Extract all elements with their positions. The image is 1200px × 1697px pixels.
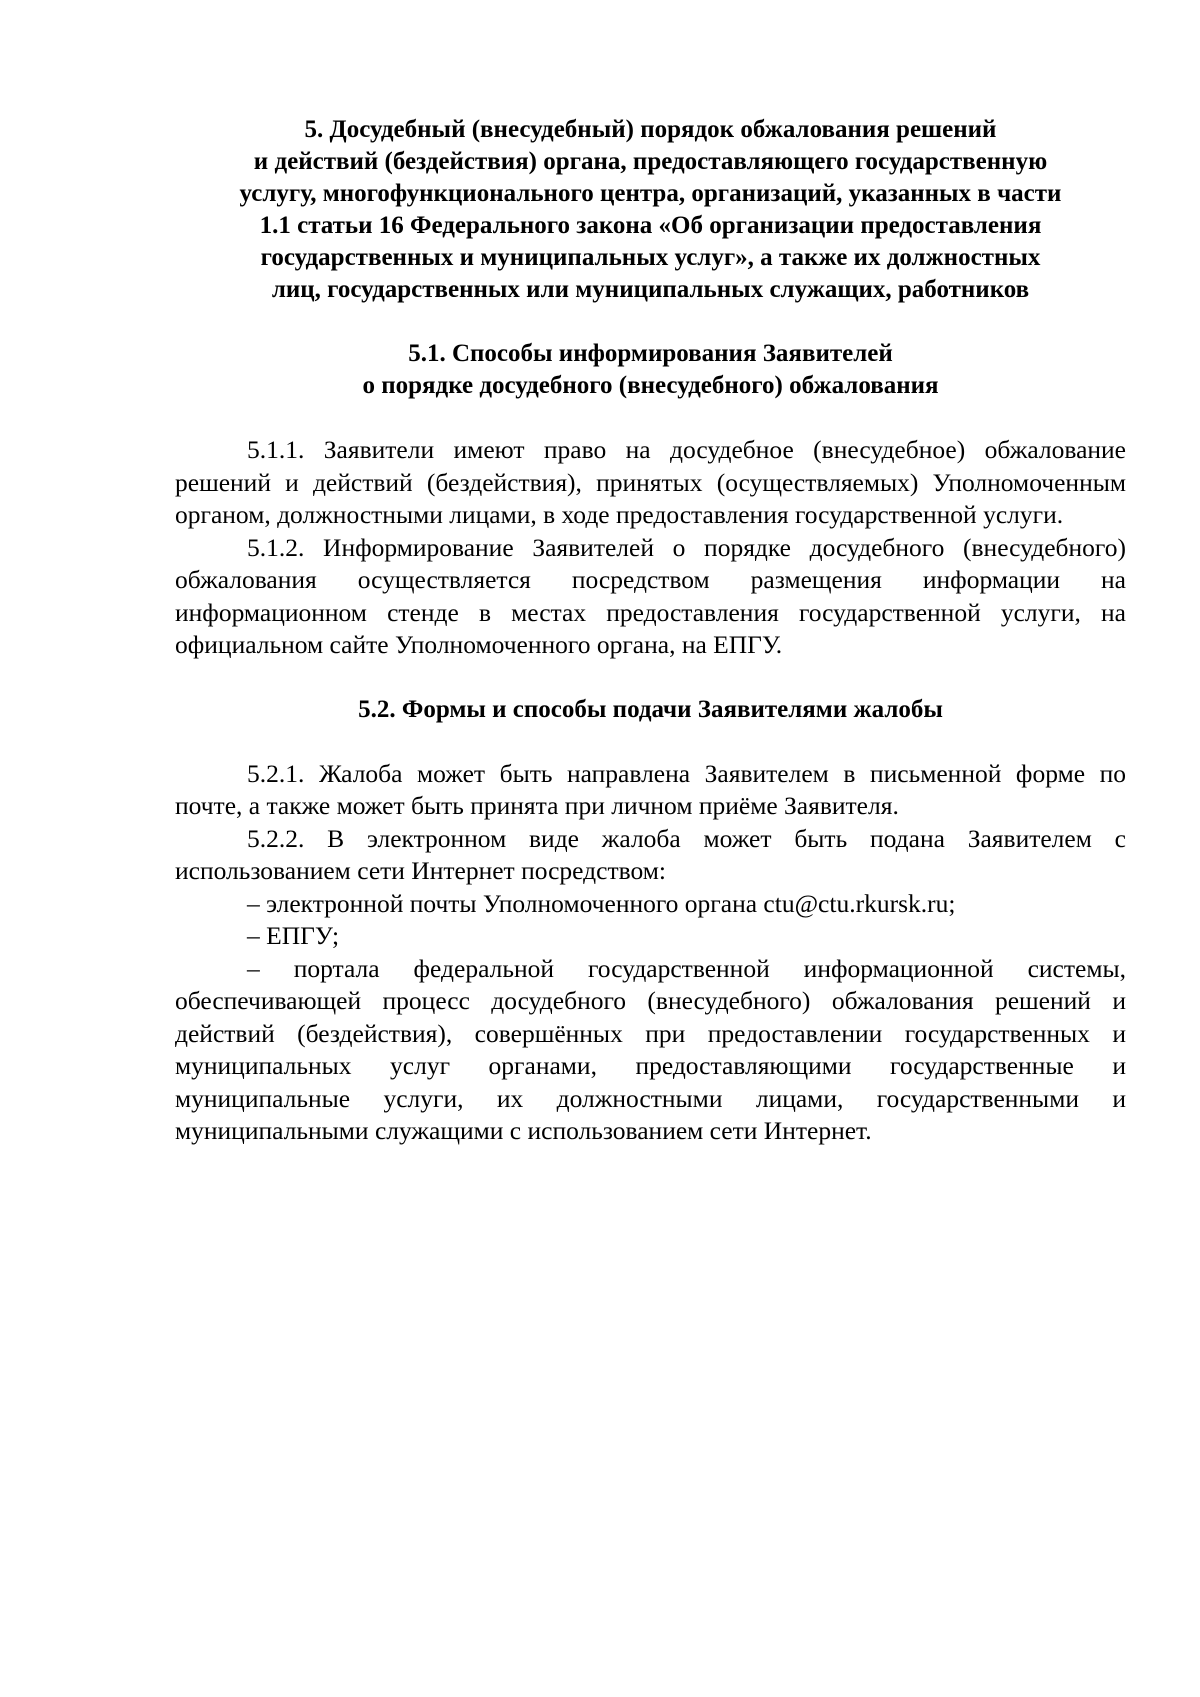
paragraph-5-2-2: 5.2.2. В электронном виде жалоба может быть подана Заявителем с использованием сети Интернет посредством: xyxy=(175,823,1126,885)
heading-line: услугу, многофункционального центра, организаций, указанных в части xyxy=(239,180,1062,207)
section-5-1-heading xyxy=(175,338,1126,402)
paragraph-5-1-1: 5.1.1. Заявители имеют право на досудебное (внесудебное) обжалование решений и действий (бездействия), принятых (осуществляемых) Уполномоченным органом, должностными лицами, в ходе предоставления государственной услуги. xyxy=(175,435,1126,529)
list-item-email: – электронной почты Уполномоченного органа ctu@ctu.rkursk.ru; xyxy=(247,888,956,918)
section-gap xyxy=(175,662,1126,694)
heading-line: 5.1. Способы информирования Заявителей xyxy=(408,340,893,367)
heading-line: и действий (бездействия) органа, предоставляющего государственную xyxy=(253,148,1048,175)
list-item-portal: – портала федеральной государственной информационной системы, обеспечивающей процесс досудебного (внесудебного) обжалования решений и действий (бездействия), совершённых при предоставлении государственных и муниципальных услуг органами, предоставляющими государственные и муниципальные услуги, их должностными лицами, государственными и муниципальными служащими с использованием сети Интернет. xyxy=(175,953,1126,1145)
heading-line: 5. Досудебный (внесудебный) порядок обжалования решений xyxy=(304,116,997,143)
section-5-2-heading xyxy=(175,694,1126,726)
heading-line: государственных и муниципальных услуг», а также их должностных xyxy=(260,244,1041,271)
paragraph-5-1-2: 5.1.2. Информирование Заявителей о порядке досудебного (внесудебного) обжалования осуществляется посредством размещения информации на информационном стенде в местах предоставления государственной услуги, на официальном сайте Уполномоченного органа, на ЕПГУ. xyxy=(175,532,1126,659)
list-item-epgu: – ЕПГУ; xyxy=(247,921,340,950)
heading-line: 1.1 статьи 16 Федерального закона «Об организации предоставления xyxy=(259,212,1042,239)
section-5-heading xyxy=(175,114,1126,306)
paragraph-5-2-1: 5.2.1. Жалоба может быть направлена Заявителем в письменной форме по почте, а также может быть принята при личном приёме Заявителя. xyxy=(175,758,1126,820)
document-page xyxy=(175,114,1126,1148)
heading-line: 5.2. Формы и способы подачи Заявителями жалобы xyxy=(358,695,943,723)
heading-line: лиц, государственных или муниципальных служащих, работников xyxy=(271,276,1030,303)
heading-line: о порядке досудебного (внесудебного) обжалования xyxy=(362,372,939,399)
